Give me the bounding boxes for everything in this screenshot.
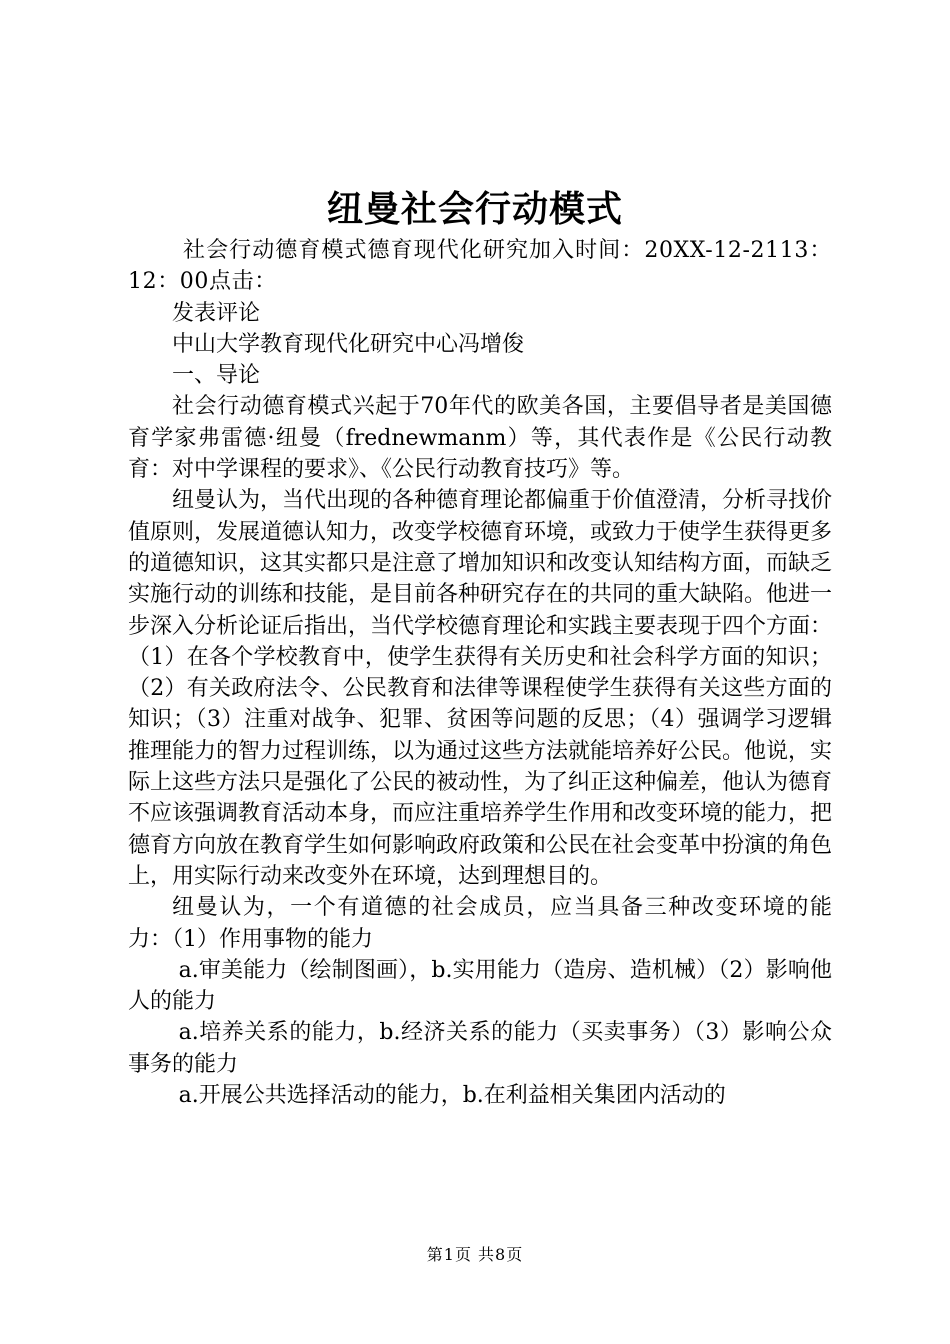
list-item: a.开展公共选择活动的能力，b.在利益相关集团内活动的	[178, 1083, 726, 1109]
article-meta-line: 社会行动德育模式德育现代化研究加入时间：20XX-12-2113：12：00点击：	[128, 238, 832, 295]
list-item: a.审美能力（绘制图画），b.实用能力（造房、造机械）（2）影响他人的能力	[128, 957, 832, 1015]
list-item: a.培养关系的能力，b.经济关系的能力（买卖事务）（3）影响公众事务的能力	[128, 1020, 832, 1077]
author-line: 中山大学教育现代化研究中心冯增俊	[172, 331, 525, 357]
document-title: 纽曼社会行动模式	[326, 188, 623, 230]
document-body	[128, 235, 832, 1111]
page-footer: 第1页 共8页	[426, 1245, 524, 1264]
paragraph: 纽曼认为，一个有道德的社会成员，应当具备三种改变环境的能力：（1）作用事物的能力	[128, 895, 832, 952]
paragraph: 社会行动德育模式兴起于70年代的欧美各国，主要倡导者是美国德育学家弗雷德·纽曼（frednewmanm）等，其代表作是《公民行动教育：对中学课程的要求》、《公民行动教育技巧》等。	[128, 394, 832, 483]
comment-link-text: 发表评论	[172, 300, 261, 326]
section-heading: 一、导论	[172, 363, 261, 389]
paragraph: 纽曼认为，当代出现的各种德育理论都偏重于价值澄清，分析寻找价值原则，发展道德认知力，改变学校德育环境，或致力于使学生获得更多的道德知识，这其实都只是注意了增加知识和改变认知结构方面，而缺乏实施行动的训练和技能，是目前各种研究存在的共同的重大缺陷。他进一步深入分析论证后指出，当代学校德育理论和实践主要表现于四个方面：（1）在各个学校教育中，使学生获得有关历史和社会科学方面的知识；（2）有关政府法令、公民教育和法律等课程使学生获得有关这些方面的知识；（3）注重对战争、犯罪、贫困等问题的反思；（4）强调学习逻辑推理能力的智力过程训练，以为通过这些方法就能培养好公民。他说，实际上这些方法只是强化了公民的被动性，为了纠正这种偏差，他认为德育不应该强调教育活动本身，而应注重培养学生作用和改变环境的能力，把德育方向放在教育学生如何影响政府政策和公民在社会变革中扮演的角色上，用实际行动来改变外在环境，达到理想目的。	[128, 488, 833, 889]
